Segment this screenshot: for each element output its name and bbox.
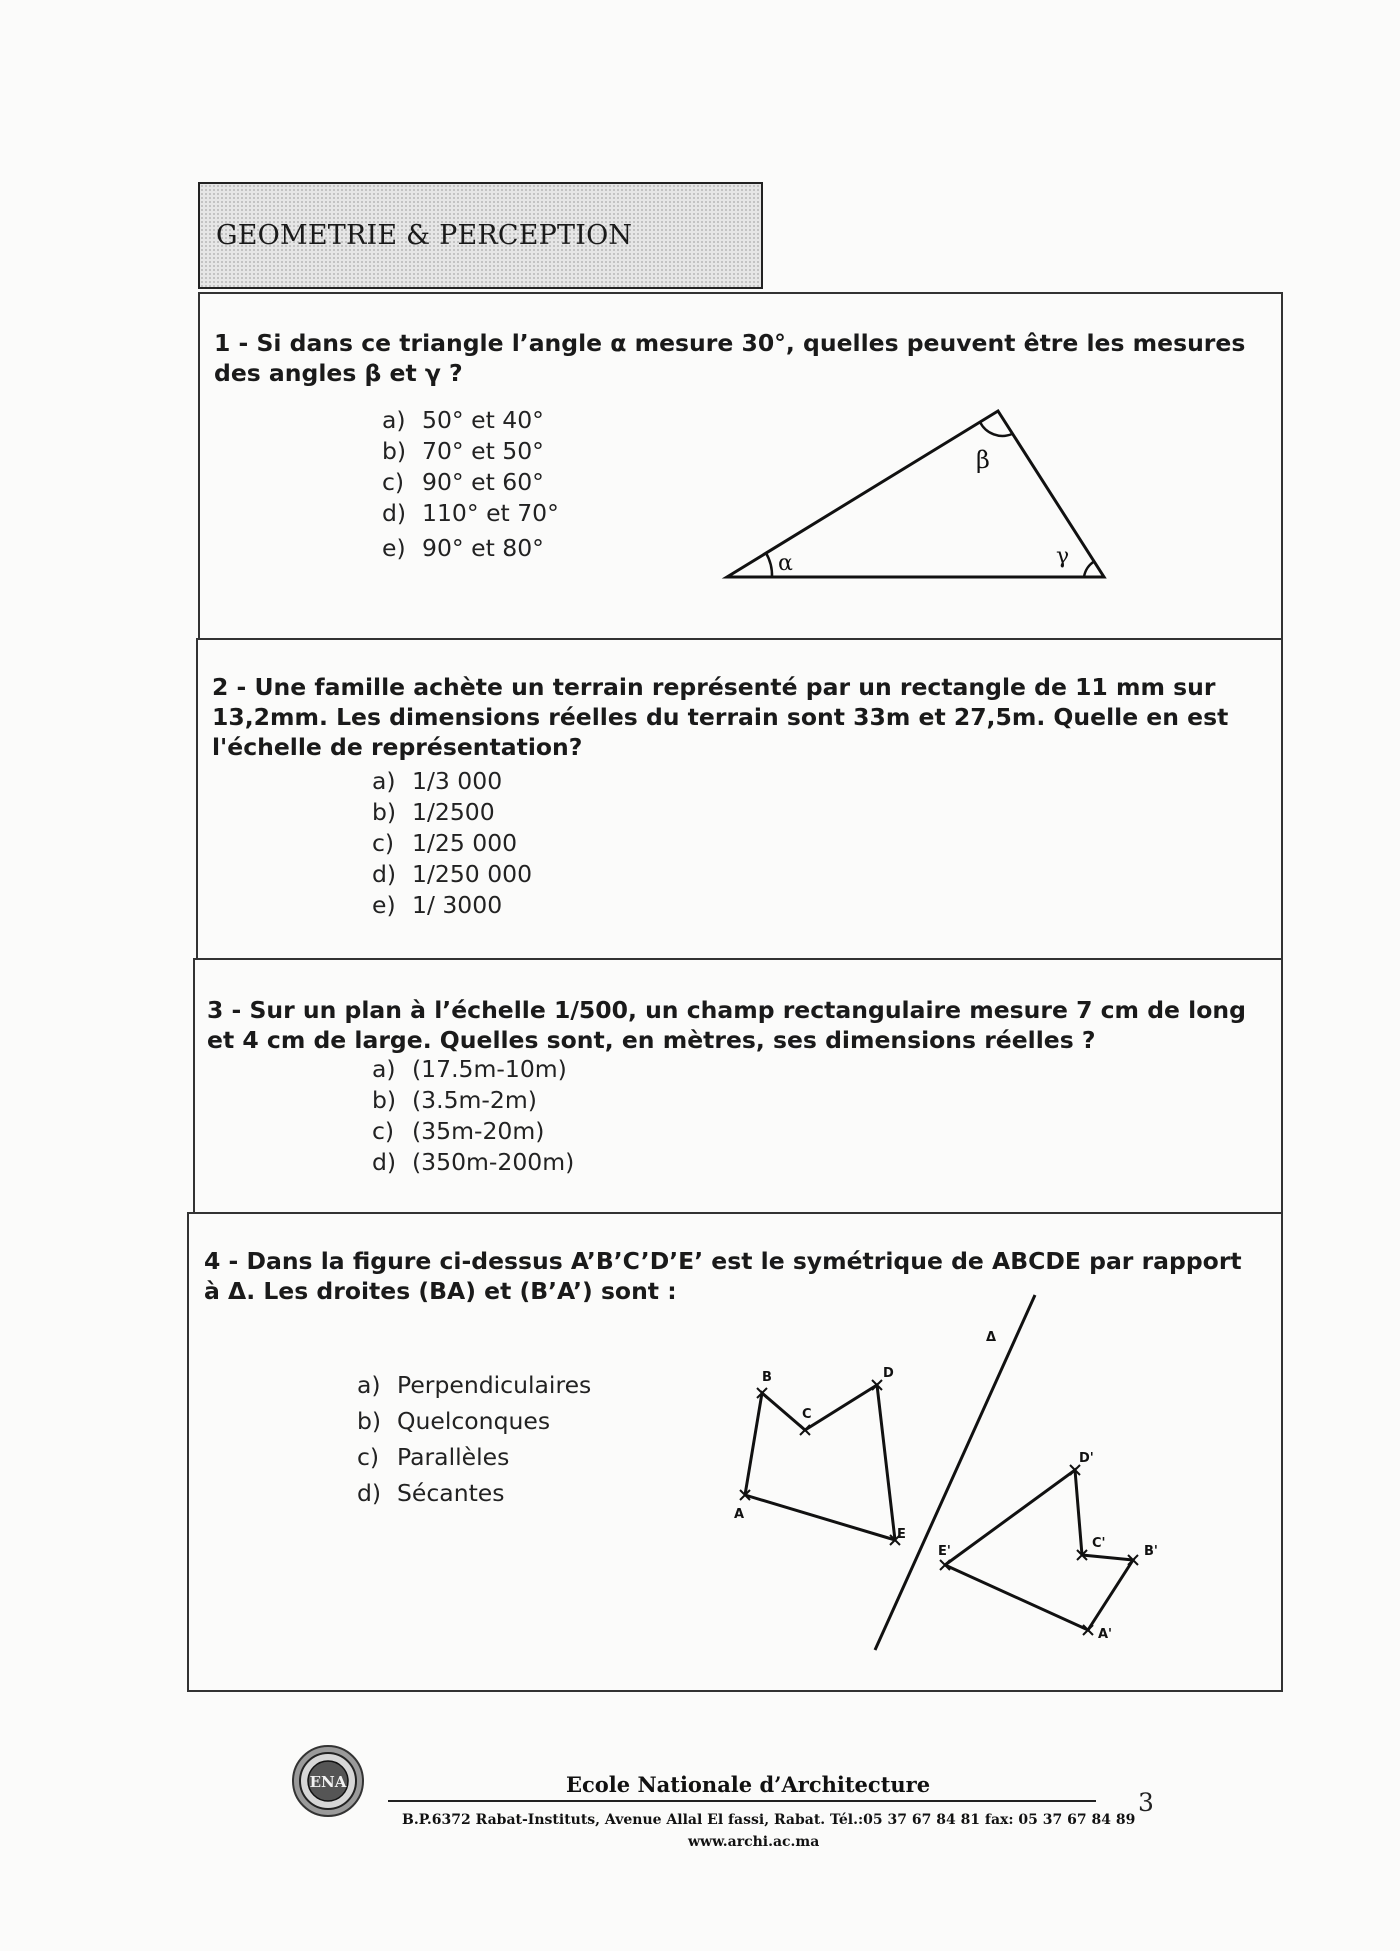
footer-rule — [388, 1800, 1096, 1802]
section-title: GEOMETRIE & PERCEPTION — [216, 220, 633, 251]
triangle-figure — [720, 400, 1120, 590]
label-C: C — [802, 1407, 812, 1422]
q1-option-d[interactable]: d) 110° et 70° — [382, 499, 559, 527]
question-1-text: 1 - Si dans ce triangle l’angle α mesure 30°, quelles peuvent être les mesures des angles β et γ ? — [214, 329, 1246, 387]
q4-option-b[interactable]: b) Quelconques — [357, 1407, 551, 1435]
label-C2: C' — [1092, 1536, 1106, 1551]
label-A: A — [734, 1507, 745, 1522]
gamma-arc — [1084, 561, 1095, 577]
label-E2: E' — [938, 1544, 951, 1559]
question-1-options — [382, 405, 559, 564]
logo-text: ENA — [309, 1773, 347, 1791]
alpha-arc — [766, 553, 772, 577]
school-address: B.P.6372 Rabat-Instituts, Avenue Allal El fassi, Rabat. Tél.:05 37 67 84 81 fax: 05 37 67 84 89 — [402, 1812, 1136, 1828]
delta-label: Δ — [986, 1330, 997, 1345]
gamma-label: γ — [1056, 544, 1070, 569]
q3-option-b[interactable]: b) (3.5m-2m) — [372, 1086, 537, 1114]
school-website[interactable]: www.archi.ac.ma — [688, 1834, 820, 1850]
q2-option-e[interactable]: e) 1/ 3000 — [372, 891, 503, 919]
q2-option-d[interactable]: d) 1/250 000 — [372, 860, 533, 888]
delta-axis — [875, 1295, 1035, 1650]
q3-option-a[interactable]: a) (17.5m-10m) — [372, 1055, 567, 1083]
alpha-label: α — [778, 551, 793, 576]
q1-option-a[interactable]: a) 50° et 40° — [382, 406, 544, 434]
question-3-text: 3 - Sur un plan à l’échelle 1/500, un champ rectangulaire mesure 7 cm de long et 4 cm de large. Quelles sont, en mètres, ses dimensions réelles ? — [207, 996, 1246, 1054]
q4-option-a[interactable]: a) Perpendiculaires — [357, 1371, 592, 1399]
section-title-box — [198, 182, 763, 289]
label-A2: A' — [1098, 1627, 1113, 1642]
beta-label: β — [976, 446, 990, 474]
school-logo-icon — [290, 1743, 366, 1819]
q1-option-b[interactable]: b) 70° et 50° — [382, 437, 544, 465]
q3-option-d[interactable]: d) (350m-200m) — [372, 1148, 575, 1176]
question-4-options — [357, 1367, 591, 1511]
label-B2: B' — [1144, 1544, 1158, 1559]
symmetry-figure — [720, 1285, 1170, 1660]
label-D2: D' — [1079, 1451, 1094, 1466]
q1-option-c[interactable]: c) 90° et 60° — [382, 468, 544, 496]
label-B: B — [762, 1370, 772, 1385]
q2-option-a[interactable]: a) 1/3 000 — [372, 767, 503, 795]
question-4-text: 4 - Dans la figure ci-dessus A’B’C’D’E’ est le symétrique de ABCDE par rapport à Δ. Les droites (BA) et (B’A’) sont : — [204, 1247, 1242, 1305]
school-name: Ecole Nationale d’Architecture — [566, 1772, 931, 1797]
q1-option-e[interactable]: e) 90° et 80° — [382, 534, 544, 562]
q4-option-c[interactable]: c) Parallèles — [357, 1443, 510, 1471]
q2-option-c[interactable]: c) 1/25 000 — [372, 829, 518, 857]
question-3-options — [372, 1054, 574, 1178]
q3-option-c[interactable]: c) (35m-20m) — [372, 1117, 545, 1145]
page-number: 3 — [1138, 1788, 1154, 1817]
question-2-text: 2 - Une famille achète un terrain représenté par un rectangle de 11 mm sur 13,2mm. Les dimensions réelles du terrain sont 33m et 27,5m. Quelle en est l'échelle de représentation? — [212, 673, 1229, 761]
q4-option-d[interactable]: d) Sécantes — [357, 1479, 505, 1507]
polygon-abcde — [745, 1385, 895, 1540]
label-D: D — [883, 1366, 894, 1381]
question-2-options — [372, 766, 532, 921]
q2-option-b[interactable]: b) 1/2500 — [372, 798, 495, 826]
label-E: E — [897, 1527, 906, 1542]
